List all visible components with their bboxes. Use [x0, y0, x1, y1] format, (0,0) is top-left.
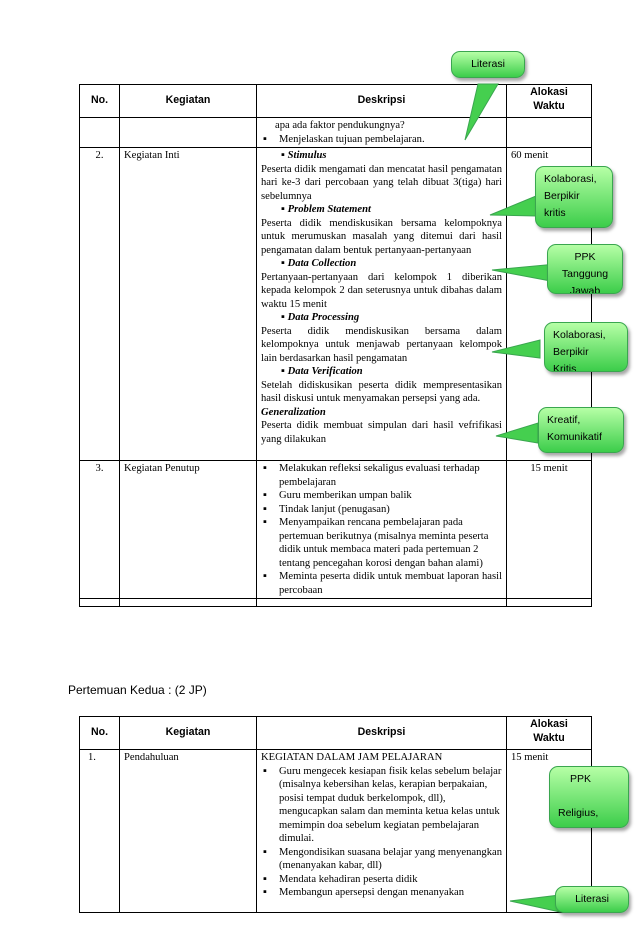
row-no: 3.	[80, 461, 120, 599]
row-heading: KEGIATAN DALAM JAM PELAJARAN	[261, 752, 443, 763]
callout-literasi-bottom	[555, 886, 629, 913]
header-deskripsi: Deskripsi	[257, 717, 507, 750]
callout-line: Berpikir	[544, 190, 580, 202]
header-alokasi-line1: Alokasi	[530, 86, 568, 98]
stimulus-text: Peserta didik mengamati dan mencatat hasil pengamatan hari ke-3 dari percobaan yang telah dibuat 3(tiga) hari sebelumnya	[261, 163, 502, 202]
callout-kolaborasi-2	[544, 322, 628, 372]
list-item: ▪ Melakukan refleksi sekaligus evaluasi terhadap pembelajaran	[279, 462, 502, 489]
header-deskripsi: Deskripsi	[257, 85, 507, 118]
verification-text: Setelah didiskusikan peserta didik mempresentasikan hasil diskusi untuk menyamakan persepsi yang ada.	[261, 379, 502, 404]
header-kegiatan: Kegiatan	[120, 85, 257, 118]
generalization-text: Peserta didik membuat simpulan dari hasil vefrifikasi yang dilakukan	[261, 420, 502, 445]
callout-line: Kritis	[553, 363, 577, 372]
list-item: ▪ Menjelaskan tujuan pembelajaran.	[279, 133, 502, 147]
verification-title: ▪ Data Verification	[261, 365, 502, 379]
header-kegiatan: Kegiatan	[120, 717, 257, 750]
callout-line	[558, 788, 620, 805]
collection-text: Pertanyaan-pertanyaan dari kelompok 1 diberikan kepada kelompok 2 dan seterusnya untuk dibahas dalam waktu 15 menit	[261, 271, 502, 310]
list-item: ▪ Mengondisikan suasana belajar yang menyenangkan (menanyakan kabar, dll)	[279, 846, 502, 873]
callout-line: Kolaborasi,	[544, 173, 597, 185]
row-kegiatan: Pendahuluan	[120, 750, 257, 913]
row-alokasi: 15 menit	[507, 461, 592, 599]
list-item: ▪ Guru memberikan umpan balik	[279, 489, 502, 503]
problem-title: ▪ Problem Statement	[261, 203, 502, 217]
row-alokasi: 60 menit	[507, 148, 592, 461]
row-kegiatan: Kegiatan Inti	[120, 148, 257, 461]
stimulus-title: ▪ Stimulus	[261, 149, 502, 163]
callout-pointer-kolaborasi2	[492, 340, 540, 358]
callout-line: PPK	[570, 773, 592, 785]
generalization-title: Generalization	[261, 406, 326, 418]
row-kegiatan: Kegiatan Penutup	[120, 461, 257, 599]
callout-pointer-kolaborasi1	[490, 196, 536, 216]
row-no: 1.	[80, 750, 120, 913]
header-alokasi-line1: Alokasi	[530, 718, 568, 730]
section-title: Pertemuan Kedua : (2 JP)	[68, 683, 207, 697]
callout-ppk-religius	[549, 766, 629, 828]
processing-title: ▪ Data Processing	[261, 311, 502, 325]
callout-pointer-kreatif	[496, 423, 538, 443]
header-alokasi-line2: Waktu	[533, 731, 565, 744]
callout-kolaborasi-1	[535, 166, 613, 228]
problem-text: Peserta didik mendiskusikan bersama kelompoknya untuk merumuskan masalah yang ditemui dari hasil pengamatan dalam bentuk pertanyaan-pertanyaan	[261, 217, 502, 256]
callout-pointer-literasi-top	[465, 84, 498, 140]
callout-label: Literasi	[471, 58, 505, 70]
list-item: ▪ Mendata kehadiran peserta didik	[279, 873, 502, 887]
list-item: ▪ Menyampaikan rencana pembelajaran pada pertemuan berikutnya (misalnya meminta peserta didik untuk membaca materi pada pertemuan 2 tentang pencegahan korosi dengan bahan alami)	[279, 516, 502, 570]
row-alokasi: 15 menit	[507, 750, 592, 913]
callout-line: Tanggung	[561, 268, 609, 280]
collection-title: ▪ Data Collection	[261, 257, 502, 271]
carry-text: apa ada faktor pendukungnya?	[275, 120, 405, 131]
callout-ppk-tanggung-jawab	[547, 244, 623, 294]
callout-line: Berpikir	[553, 346, 589, 358]
callout-line: Religius,	[558, 807, 599, 819]
callout-label: Literasi	[575, 893, 609, 905]
callout-line: Kolaborasi,	[553, 329, 606, 341]
callout-line: Kreatif,	[547, 414, 581, 426]
list-item: ▪ Membangun apersepsi dengan menanyakan	[279, 886, 502, 900]
callout-line: Jawab	[569, 285, 601, 294]
list-item: ▪ Guru mengecek kesiapan fisik kelas sebelum belajar (misalnya kebersihan kelas, kerapian berpakaian, posisi tempat duduk berkelompok, dll), mengucapkan salam dan meminta ketua kelas untuk memimpin doa sebelum kegiatan pembelajaran dimulai.	[279, 765, 502, 846]
header-no: No.	[80, 85, 120, 118]
header-alokasi-line2: Waktu	[533, 99, 565, 112]
callout-line: kritis	[544, 207, 566, 219]
list-item: ▪ Meminta peserta didik untuk membuat laporan hasil percobaan	[279, 570, 502, 597]
row-no: 2.	[80, 148, 120, 461]
callout-line: PPK	[574, 251, 596, 263]
callout-pointer-literasi-bottom	[510, 895, 560, 912]
callout-kreatif	[538, 407, 624, 453]
header-no: No.	[80, 717, 120, 750]
callout-literasi-top	[451, 51, 525, 78]
processing-text: Peserta didik mendiskusikan bersama dalam kelompoknya untuk menjawab pertanyaan kelompok lain berdasarkan hasil pengamatan	[261, 325, 502, 364]
callout-line: Komunikatif	[547, 431, 602, 443]
list-item: ▪ Tindak lanjut (penugasan)	[279, 503, 502, 517]
